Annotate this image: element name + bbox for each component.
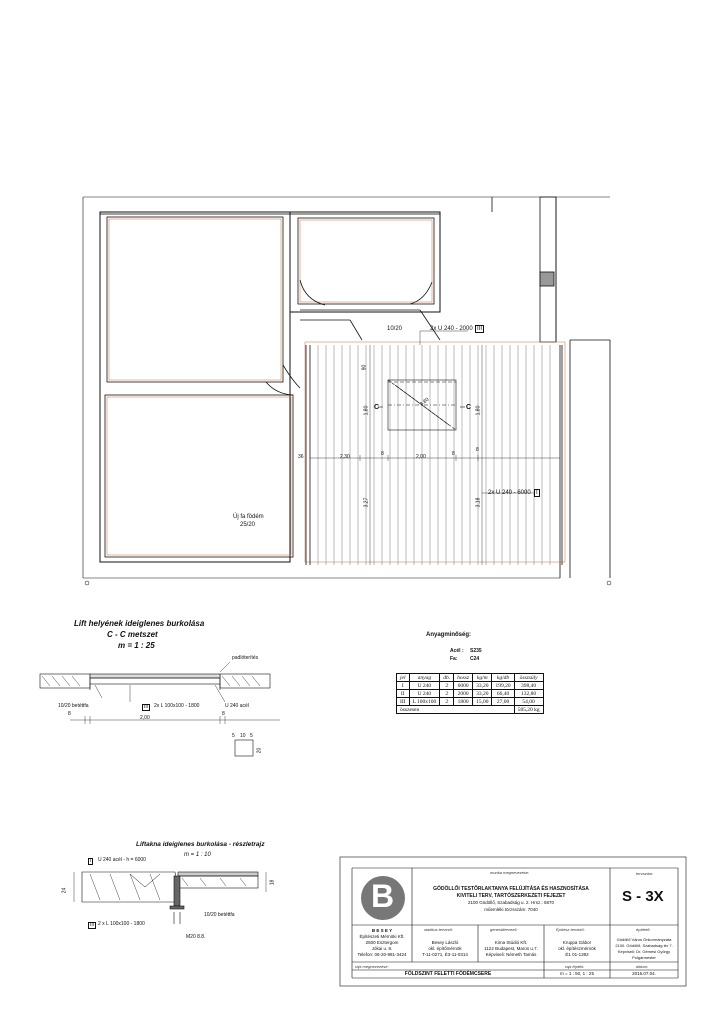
company-line3: Jókai u. 8. bbox=[371, 946, 393, 951]
beam-i-mark: I bbox=[536, 490, 538, 496]
col-header: db. bbox=[440, 674, 454, 682]
total-label: összesen bbox=[397, 706, 515, 714]
table-cell: U 240 bbox=[409, 682, 440, 690]
general-designer-name: Kima Stúdió Kft. bbox=[494, 940, 528, 945]
dim-90: 90 bbox=[361, 364, 368, 371]
detail-dim-18: 18 bbox=[269, 879, 276, 886]
client-name: Gödöllő Város Önkormányzata bbox=[616, 937, 672, 942]
wood-value: C24 bbox=[470, 656, 480, 662]
table-cell: III bbox=[397, 698, 410, 706]
table-cell: 1800 bbox=[454, 698, 473, 706]
section-c-right: C bbox=[466, 404, 472, 411]
project-label: munka megnevezése: bbox=[490, 870, 530, 875]
detail-dim-24: 24 bbox=[61, 887, 68, 894]
col-header: jel bbox=[397, 674, 410, 682]
table-cell: 6000 bbox=[454, 682, 473, 690]
new-floor-label: Új fa födém bbox=[233, 514, 264, 520]
table-cell: 2000 bbox=[454, 690, 473, 698]
project-line4: műemléki törzsszám: 7040 bbox=[484, 907, 538, 912]
beam-i-label: 2x U 240 - 6000 bbox=[488, 490, 531, 496]
drawing-date: 2016.07.04. bbox=[632, 971, 656, 976]
section-dim-8b: 8 bbox=[222, 711, 225, 717]
wood-label: Fa: bbox=[450, 656, 458, 662]
detail-dim-20: 20 bbox=[256, 747, 263, 754]
structural-designer-title: okl. építőmérnök bbox=[428, 946, 462, 951]
client-label: építtető: bbox=[636, 927, 651, 932]
table-cell: 199,20 bbox=[492, 682, 514, 690]
section-title: Lift helyének ideiglenes burkolása bbox=[74, 619, 205, 628]
scale-label: rajz lépték: bbox=[565, 964, 585, 969]
detail-title: Liftakna ideiglenes burkolása - részletrajz bbox=[136, 841, 265, 848]
dim-8a: 8 bbox=[381, 451, 384, 457]
section-dim-8a: 8 bbox=[68, 711, 71, 717]
table-cell: 27,00 bbox=[492, 698, 514, 706]
section-betet-label: 10/20 betéttfa bbox=[58, 703, 89, 709]
table-cell: L 100x100 bbox=[409, 698, 440, 706]
table-cell: II bbox=[397, 690, 410, 698]
structural-designer-reg: T-11-0271, É3-11-0314 bbox=[422, 952, 468, 957]
logo-letter: B bbox=[371, 878, 395, 914]
table-cell: 2 bbox=[440, 698, 454, 706]
company-line4: Telefon: 06-20-981-3424 bbox=[357, 952, 407, 957]
section-floor-label: padlóterítés bbox=[232, 655, 259, 661]
table-cell: 15,00 bbox=[473, 698, 492, 706]
drawing-name-label: rajz megnevezése: bbox=[355, 964, 389, 969]
table-cell: 132,80 bbox=[514, 690, 543, 698]
company-name: B E S E Y bbox=[371, 928, 393, 933]
table-cell: 33,20 bbox=[473, 682, 492, 690]
detail-dim-5b: 5 bbox=[250, 733, 253, 739]
materials-title: Anyagminőség: bbox=[426, 632, 472, 638]
col-header: összsúly bbox=[514, 674, 543, 682]
drawing-scale: m = 1 : 50, 1 : 25 bbox=[560, 971, 594, 976]
steel-value: S235 bbox=[470, 648, 482, 654]
table-cell: 2 bbox=[440, 682, 454, 690]
detail-dim-10: 10 bbox=[240, 733, 246, 739]
table-cell: I bbox=[397, 682, 410, 690]
client-address: 2100. Gödöllő, Szabadság tér 7. bbox=[615, 943, 673, 948]
project-line2: KIVITELI TERV, TARTÓSZERKEZETI FEJEZET bbox=[456, 893, 566, 899]
diagonal-dim: 3,80 bbox=[418, 396, 431, 408]
dim-180-left: 1,80 bbox=[363, 405, 370, 416]
steel-label: Acél : bbox=[450, 648, 464, 654]
detail-betet-label: 10/20 betéttfa bbox=[204, 912, 235, 918]
col-header: hossz bbox=[454, 674, 473, 682]
table-cell: U 240 bbox=[409, 690, 440, 698]
table-cell: 398,40 bbox=[514, 682, 543, 690]
table-cell: 33,20 bbox=[473, 690, 492, 698]
section-scale: m = 1 : 25 bbox=[118, 641, 155, 650]
architect-title: okl. építészmérnök bbox=[558, 946, 596, 951]
sheet-number: S - 3X bbox=[622, 888, 664, 905]
dim-8b: 8 bbox=[452, 451, 455, 457]
section-c-left: C bbox=[374, 404, 380, 411]
sheet-label: tervszám: bbox=[636, 871, 654, 876]
company-line2: 2500 Esztergom bbox=[365, 940, 399, 945]
client-rep: Képviseli: Dr. Gémesi György bbox=[617, 949, 671, 954]
dim-8c: 8 bbox=[476, 447, 479, 453]
general-designer-label: generáltervező: bbox=[490, 927, 518, 932]
dim-180-right: 1,80 bbox=[475, 405, 482, 416]
col-header: anyag bbox=[409, 674, 440, 682]
detail-u-label: U 240 acél - h = 6000 bbox=[98, 857, 146, 863]
detail-scale: m = 1 : 10 bbox=[184, 852, 211, 858]
structural-designer-label: statikus tervező: bbox=[424, 927, 453, 932]
col-header: kg/db bbox=[492, 674, 514, 682]
company-line1: Építészeti Mérnöki Kft. bbox=[359, 934, 405, 939]
dim-36: 36 bbox=[298, 454, 304, 460]
date-label: dátum: bbox=[636, 964, 649, 969]
detail-angle-mark: III bbox=[90, 922, 95, 928]
general-designer-address: 1122 Budapest, Maros u.7. bbox=[484, 946, 538, 951]
dim-230: 2,30 bbox=[340, 454, 350, 460]
general-designer-rep: Képviseli: Németh Tamás bbox=[485, 952, 537, 957]
table-cell: 2 bbox=[440, 690, 454, 698]
detail-angle-label: 2 x L 100x100 - 1800 bbox=[98, 921, 145, 927]
section-angle-mark: III bbox=[144, 704, 149, 710]
drawing-name: FÖLDSZINT FELETTI FÖDÉMCSERE bbox=[404, 971, 492, 977]
dim-200: 2,00 bbox=[416, 454, 426, 460]
architect-name: Kruppa Gábor bbox=[562, 940, 592, 945]
detail-dim-5: 5 bbox=[232, 733, 235, 739]
table-cell: 54,00 bbox=[514, 698, 543, 706]
project-line1: GÖDÖLLŐI TESTŐRLAKTANYA FELÚJÍTÁSA ÉS HASZNOSÍTÁSA bbox=[433, 886, 589, 892]
dim-318: 3,18 bbox=[475, 497, 482, 508]
table-cell: 66,40 bbox=[492, 690, 514, 698]
detail-u-mark: I bbox=[90, 858, 92, 864]
project-line3: 2100 Gödöllő, Szabadság u. 2. Hrsz.: 5870 bbox=[467, 900, 555, 905]
beam-iii-mark: III bbox=[477, 326, 483, 332]
section-subtitle: C - C metszet bbox=[107, 630, 158, 639]
architect-label: Építész tervező: bbox=[556, 927, 585, 932]
dim-327: 3,27 bbox=[363, 497, 370, 508]
new-floor-dim: 25/20 bbox=[240, 522, 256, 528]
beam-iii-label: 2x U 240 - 2000 bbox=[430, 326, 473, 332]
architect-reg: É1 01-1392 bbox=[565, 952, 589, 957]
section-dim-200: 2,00 bbox=[140, 715, 150, 721]
rebar-note: 10/20 bbox=[387, 326, 403, 332]
col-header: kg/m bbox=[473, 674, 492, 682]
client-rep-title: Polgármester bbox=[632, 955, 656, 960]
total-value: 585,20 kg bbox=[514, 706, 543, 714]
structural-designer-name: Besey László bbox=[431, 940, 459, 945]
section-angle-label: 2x L 100x100 - 1800 bbox=[154, 703, 200, 709]
section-u-label: U 240 acél bbox=[225, 703, 249, 709]
detail-bolt-label: M20 8.8. bbox=[186, 934, 206, 940]
